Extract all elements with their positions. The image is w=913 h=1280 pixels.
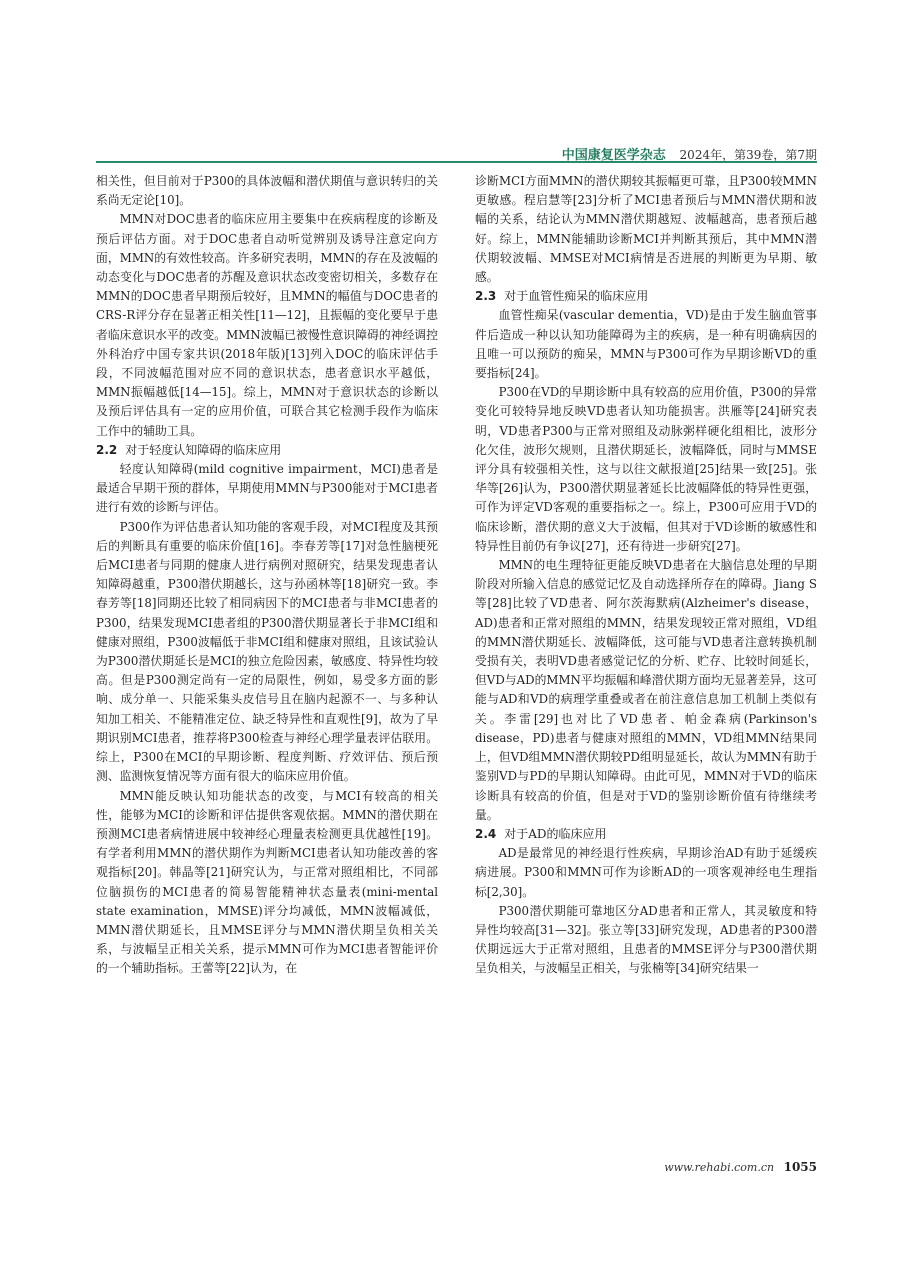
section-title: 对于AD的临床应用 bbox=[504, 826, 607, 841]
paragraph: AD是最常见的神经退行性疾病，早期诊治AD有助于延缓疾病进展。P300和MMN可作为诊断AD的一项客观神经电生理指标[2,30]。 bbox=[475, 846, 817, 899]
paragraph: P300潜伏期能可靠地区分AD患者和正常人，其灵敏度和特异性均较高[31—32]。张立等[33]研究发现，AD患者的P300潜伏期远远大于正常对照组，且患者的MMSE评分与P300潜伏期呈负相关，与波幅呈正相关，与张楠等[34]研究结果一 bbox=[475, 903, 817, 976]
section-heading bbox=[475, 825, 817, 844]
header-rule bbox=[96, 161, 817, 163]
left-column bbox=[96, 172, 438, 979]
running-header bbox=[96, 128, 817, 162]
paragraph: P300作为评估患者认知功能的客观手段，对MCI程度及其预后的判断具有重要的临床价值[16]。李春芳等[17]对急性脑梗死后MCI患者与同期的健康人进行病例对照研究，结果发现患者认知障碍越重，P300潜伏期越长，这与孙函林等[18]研究一致。李春芳等[18]同期还比较了相同病因下的MCI患者与非MCI患者的P300，结果发现MCI患者组的P300潜伏期显著长于非MCI组和健康对照组，P300波幅低于非MCI组和健康对照组，且该试验认为P300潜伏期延长是MCI的独立危险因素，敏感度、特异性均较高。但是P300测定尚有一定的局限性，例如，易受多方面的影响、成分单一、只能采集头皮信号且在脑内起源不一、与多种认知加工相关、不能精准定位、缺乏特异性和直观性[9]，故为了早期识别MCI患者，推荐将P300检查与神经心理学量表评估联用。综上，P300在MCI的早期诊断、程度判断、疗效评估、预后预测、监测恢复情况等方面有很大的临床应用价值。 bbox=[96, 519, 438, 784]
paragraph: MMN能反映认知功能状态的改变，与MCI有较高的相关性，能够为MCI的诊断和评估提供客观依据。MMN的潜伏期在预测MCI患者病情进展中较神经心理量表检测更具优越性[19]。有学者利用MMN的潜伏期作为判断MCI患者认知功能改善的客观指标[20]。韩晶等[21]研究认为，与正常对照组相比，不同部位脑损伤的MCI患者的简易智能精神状态量表(mini-mental state examination，MMSE)评分均减低，MMN波幅减低，MMN潜伏期延长，且MMSE评分与MMN潜伏期呈负相关关系，与波幅呈正相关关系，提示MMN可作为MCI患者智能评价的一个辅助指标。王蕾等[22]认为，在 bbox=[96, 788, 438, 976]
issue-info: 2024年，第39卷，第7期 bbox=[679, 148, 817, 162]
paragraph: 血管性痴呆(vascular dementia，VD)是由于发生脑血管事件后造成一种以认知功能障碍为主的疾病，是一种有明确病因的且唯一可以预防的痴呆，MMN与P300可作为早期诊断VD的重要指标[24]。 bbox=[475, 308, 817, 381]
section-heading bbox=[475, 287, 817, 306]
footer-url: www.rehabi.com.cn bbox=[664, 1161, 775, 1174]
paragraph: 诊断MCI方面MMN的潜伏期较其振幅更可靠，且P300较MMN更敏感。程启慧等[23]分析了MCI患者预后与MMN潜伏期和波幅的关系，结论认为MMN潜伏期越短、波幅越高，患者预后越好。综上，MMN能辅助诊断MCI并判断其预后，其中MMN潜伏期较波幅、MMSE对MCI病情是否进展的判断更为早期、敏感。 bbox=[475, 174, 817, 285]
paragraph: 轻度认知障碍(mild cognitive impairment，MCI)患者是最适合早期干预的群体，早期使用MMN与P300能对于MCI患者进行有效的诊断与评估。 bbox=[96, 462, 438, 515]
paragraph: MMN对DOC患者的临床应用主要集中在疾病程度的诊断及预后评估方面。对于DOC患者自动听觉辨别及诱导注意定向方面，MMN的有效性较高。许多研究表明，MMN的存在及波幅的动态变化与DOC患者的苏醒及意识状态改变密切相关，多数存在MMN的DOC患者早期预后较好，且MMN的幅值与DOC患者的CRS-R评分存在显著正相关性[11—12]，且振幅的变化要早于患者临床意识水平的改变。MMN波幅已被慢性意识障碍的神经调控外科治疗中国专家共识(2018年版)[13]列入DOC的临床评估手段，不同波幅范围对应不同的意识状态，患者意识水平越低，MMN振幅越低[14—15]。综上，MMN对于意识状态的诊断以及预后评估具有一定的应用价值，可联合其它检测手段作为临床工作中的辅助工具。 bbox=[96, 212, 438, 438]
section-heading bbox=[96, 441, 438, 460]
section-title: 对于血管性痴呆的临床应用 bbox=[504, 289, 649, 304]
paragraph: 相关性，但目前对于P300的具体波幅和潜伏期值与意识转归的关系尚无定论[10]。 bbox=[96, 174, 438, 208]
section-number: 2.3 bbox=[475, 289, 497, 304]
page-footer bbox=[664, 1160, 817, 1174]
paragraph: MMN的电生理特征更能反映VD患者在大脑信息处理的早期阶段对所输入信息的感觉记忆及自动选择所存在的障碍。Jiang S等[28]比较了VD患者、阿尔茨海默病(Alzheimer's disease，AD)患者和正常对照组的MMN，结果发现较正常对照组，VD组的MMN潜伏期延长、波幅降低，这可能与VD患者注意转换机制受损有关，表明VD患者感觉记忆的分析、贮存、比较时间延长，但VD与AD的MMN平均振幅和峰潜伏期方面均无显著差异，这可能与AD和VD的病理学重叠或者在前注意信息加工机制上类似有关。李雷[29]也对比了VD患者、帕金森病(Parkinson's disease，PD)患者与健康对照组的MMN，VD组MMN结果同上，但VD组MMN潜伏期较PD组明显延长，故认为MMN有助于鉴别VD与PD的早期认知障碍。由此可见，MMN对于VD的临床诊断具有较高的价值，但是对于VD的鉴别诊断价值有待继续考量。 bbox=[475, 558, 817, 822]
journal-name: 中国康复医学杂志 bbox=[561, 148, 666, 163]
section-title: 对于轻度认知障碍的临床应用 bbox=[125, 442, 282, 457]
section-number: 2.4 bbox=[475, 826, 497, 841]
paragraph: P300在VD的早期诊断中具有较高的应用价值，P300的异常变化可较特异地反映VD患者认知功能损害。洪雁等[24]研究表明，VD患者P300与正常对照组及动脉粥样硬化组相比，波形分化欠佳，波形欠规则，且潜伏期延长，波幅降低，同时与MMSE评分具有较强相关性，这与以往文献报道[25]结果一致[25]。张华等[26]认为，P300潜伏期显著延长比波幅降低的特异性更强，可作为评定VD客观的重要指标之一。综上，P300可应用于VD的临床诊断，潜伏期的意义大于波幅，但其对于VD诊断的敏感性和特异性目前仍有争议[27]，还有待进一步研究[27]。 bbox=[475, 385, 817, 553]
section-number: 2.2 bbox=[96, 442, 118, 457]
right-column bbox=[475, 172, 817, 979]
page-number: 1055 bbox=[783, 1160, 817, 1174]
